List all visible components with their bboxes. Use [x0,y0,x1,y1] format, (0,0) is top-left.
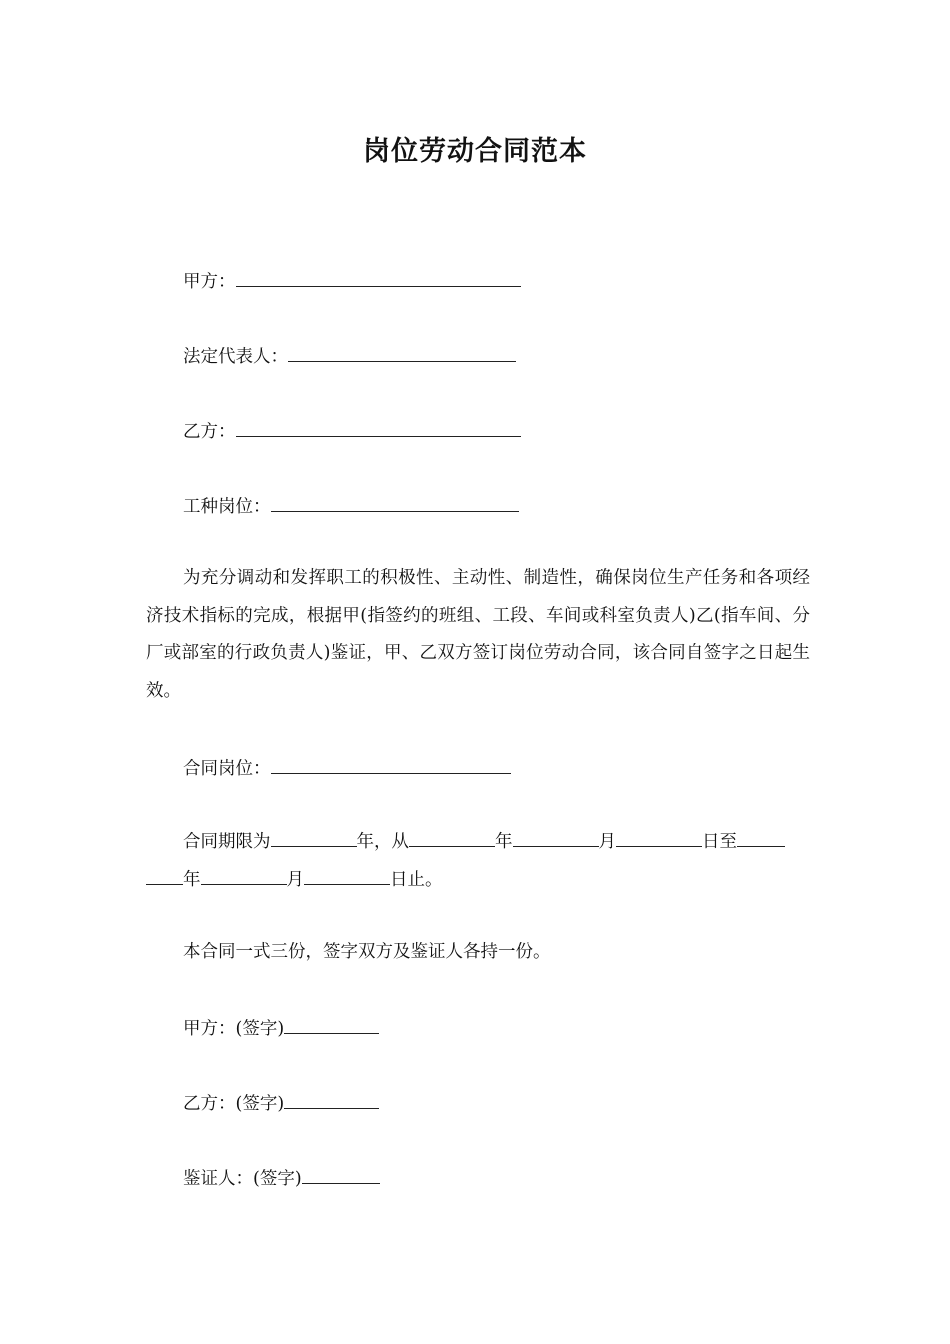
start-month-blank [513,828,599,847]
contract-post-blank [271,755,511,774]
end-day-blank [304,866,390,885]
job-type-label: 工种岗位： [183,497,271,517]
sign-party-a-row [183,1015,379,1041]
party-b-label: 乙方： [183,422,236,442]
term-month-label: 月 [598,832,616,852]
term-day-to: 日至 [702,832,737,852]
term-years-blank [271,828,357,847]
start-year-blank [409,828,495,847]
contract-term-line-1 [183,828,785,854]
sign-party-b-label: 乙方：(签字) [183,1094,285,1114]
sign-party-b-row [183,1090,379,1116]
copies-sentence: 本合同一式三份，签字双方及鉴证人各持一份。 [183,942,551,962]
party-a-row [183,268,521,294]
sign-party-a-label: 甲方：(签字) [183,1019,285,1039]
intro-paragraph: 为充分调动和发挥职工的积极性、主动性、制造性，确保岗位生产任务和各项经济技术指标的完成，根据甲(指签约的班组、工段、车间或科室负责人)乙(指车间、分厂或部室的行政负责人)鉴证，甲、乙双方签订岗位劳动合同，该合同自签字之日起生效。 [146,568,810,701]
term-year-label: 年 [495,832,513,852]
party-a-label: 甲方： [183,272,236,292]
sign-witness-label: 鉴证人：(签字) [183,1169,302,1189]
end-year-blank-part2 [146,866,183,885]
contract-post-label: 合同岗位： [183,759,271,779]
legal-rep-row [183,343,516,369]
party-a-blank [236,268,521,287]
page-title: 岗位劳动合同范本 [363,136,587,167]
term-year-from: 年，从 [356,832,409,852]
legal-rep-blank [288,343,516,362]
party-b-row [183,418,521,444]
end-year-blank-part1 [737,828,785,847]
contract-term-line-2 [146,866,443,892]
job-type-row [183,493,519,519]
term-prefix: 合同期限为 [183,832,271,852]
sign-witness-blank [302,1165,380,1184]
job-type-blank [271,493,519,512]
end-month-blank [201,866,287,885]
contract-post-row [183,755,511,781]
sign-party-b-blank [284,1090,379,1109]
term-end: 日止。 [390,870,443,890]
sign-party-a-blank [284,1015,379,1034]
start-day-blank [616,828,702,847]
term-end-month-label: 月 [286,870,304,890]
party-b-blank [236,418,521,437]
sign-witness-row [183,1165,380,1191]
term-end-year-label: 年 [183,870,201,890]
legal-rep-label: 法定代表人： [183,347,288,367]
